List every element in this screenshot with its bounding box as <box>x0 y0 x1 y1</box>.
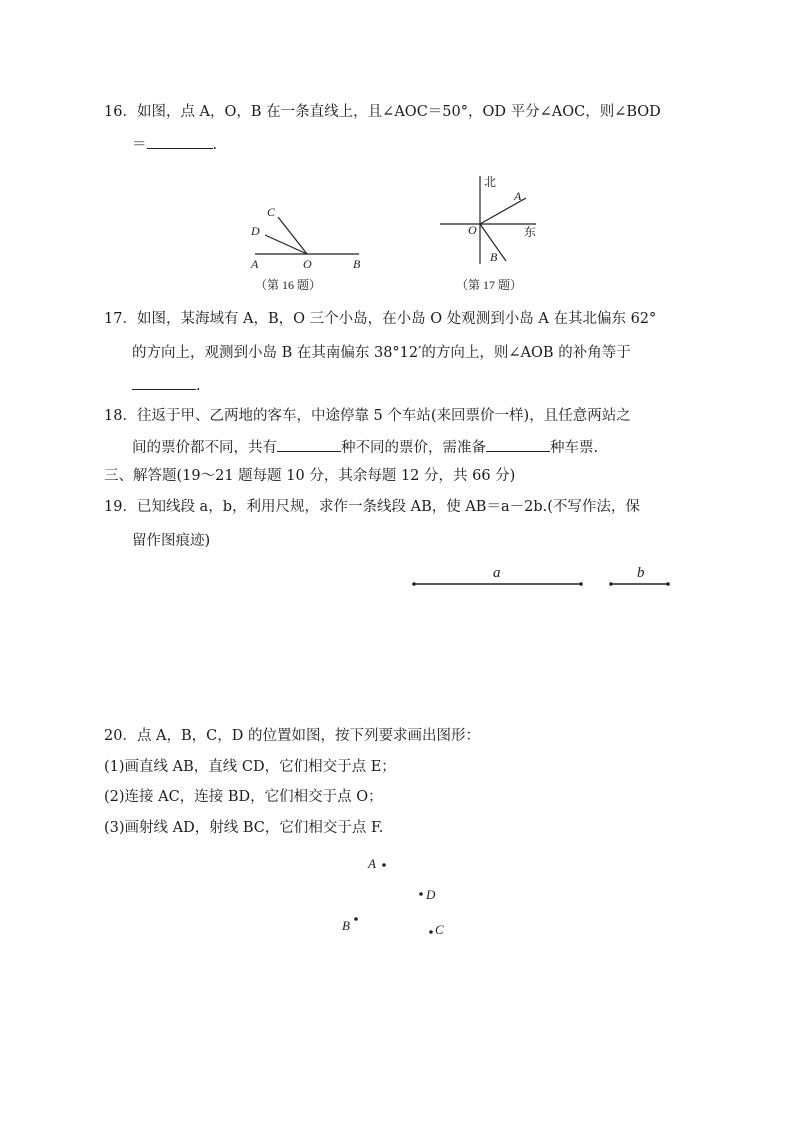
q20-line1: 20．点 A，B，C，D 的位置如图，按下列要求画出图形： <box>104 728 481 744</box>
q19-line1: 19．已知线段 a，b，利用尺规，求作一条线段 AB，使 AB＝a－2b.(不写作法，保 <box>104 499 640 515</box>
figure-16-caption: （第 16 题） <box>255 278 322 292</box>
label-c: C <box>267 205 276 219</box>
q20-item1: (1)画直线 AB，直线 CD，它们相交于点 E； <box>104 759 396 775</box>
q19-line2: 留作图痕迹) <box>132 533 211 549</box>
q17-answer-blank[interactable] <box>132 375 196 390</box>
q18-text-c: 种车票. <box>550 440 599 456</box>
label-north: 北 <box>484 175 497 189</box>
q17-line2: 的方向上，观测到小岛 B 在其南偏东 38°12′的方向上，则∠AOB 的补角等于 <box>132 345 631 361</box>
label-o: O <box>468 223 477 237</box>
point-d <box>419 892 423 896</box>
point-c-label: C <box>435 922 444 937</box>
label-b: B <box>490 250 498 264</box>
q20-item3: (3)画射线 AD，射线 BC，它们相交于点 F. <box>104 820 384 836</box>
q18-blank-prices[interactable] <box>277 437 341 452</box>
ray-od <box>265 235 307 254</box>
figure-16 <box>245 200 375 300</box>
segment-b-left-endpoint <box>609 582 613 586</box>
point-a <box>382 863 386 867</box>
q16-answer-blank[interactable] <box>147 134 213 149</box>
section-3-heading: 三、解答题(19～21 题每题 10 分，其余每题 12 分，共 66 分) <box>104 468 516 484</box>
segment-b-right-endpoint <box>666 582 670 586</box>
q16-line1: 16．如图，点 A，O，B 在一条直线上，且∠AOC＝50°，OD 平分∠AOC，则∠BOD <box>104 104 661 120</box>
segment-a-label: a <box>493 565 501 581</box>
figure-17 <box>438 172 548 300</box>
segment-b-label: b <box>637 565 645 581</box>
point-b-label: B <box>342 918 350 933</box>
q18-line2 <box>132 437 598 458</box>
q18-text-a: 间的票价都不同，共有 <box>132 440 277 456</box>
point-b <box>354 917 358 921</box>
point-a-label: A <box>368 856 376 871</box>
label-east: 东 <box>524 225 537 239</box>
ray-oc <box>278 217 307 254</box>
segment-a-left-endpoint <box>412 582 416 586</box>
q18-text-b: 种不同的票价，需准备 <box>341 440 486 456</box>
q16-period: . <box>212 137 218 153</box>
q20-item2: (2)连接 AC，连接 BD，它们相交于点 O； <box>104 789 383 805</box>
q17-line1: 17．如图，某海域有 A，B，O 三个小岛，在小岛 O 处观测到小岛 A 在其北偏东 62° <box>104 311 657 327</box>
label-a: A <box>251 257 259 271</box>
q16-equals: ＝ <box>132 137 147 153</box>
q18-line1: 18．往返于甲、乙两地的客车，中途停靠 5 个车站(来回票价一样)，且任意两站之 <box>104 408 631 424</box>
point-c <box>429 930 433 934</box>
point-d-label: D <box>426 887 436 902</box>
q17-period: . <box>196 378 201 394</box>
q20-points <box>335 850 465 950</box>
label-o: O <box>303 257 312 271</box>
q17-line3 <box>132 375 201 396</box>
label-b: B <box>353 257 361 271</box>
q19-segments <box>410 560 680 594</box>
q16-line2 <box>132 134 217 155</box>
segment-a-right-endpoint <box>579 582 583 586</box>
label-d: D <box>251 224 260 238</box>
q18-blank-tickets[interactable] <box>486 437 550 452</box>
label-a: A <box>514 189 522 203</box>
figure-17-caption: （第 17 题） <box>456 278 523 292</box>
